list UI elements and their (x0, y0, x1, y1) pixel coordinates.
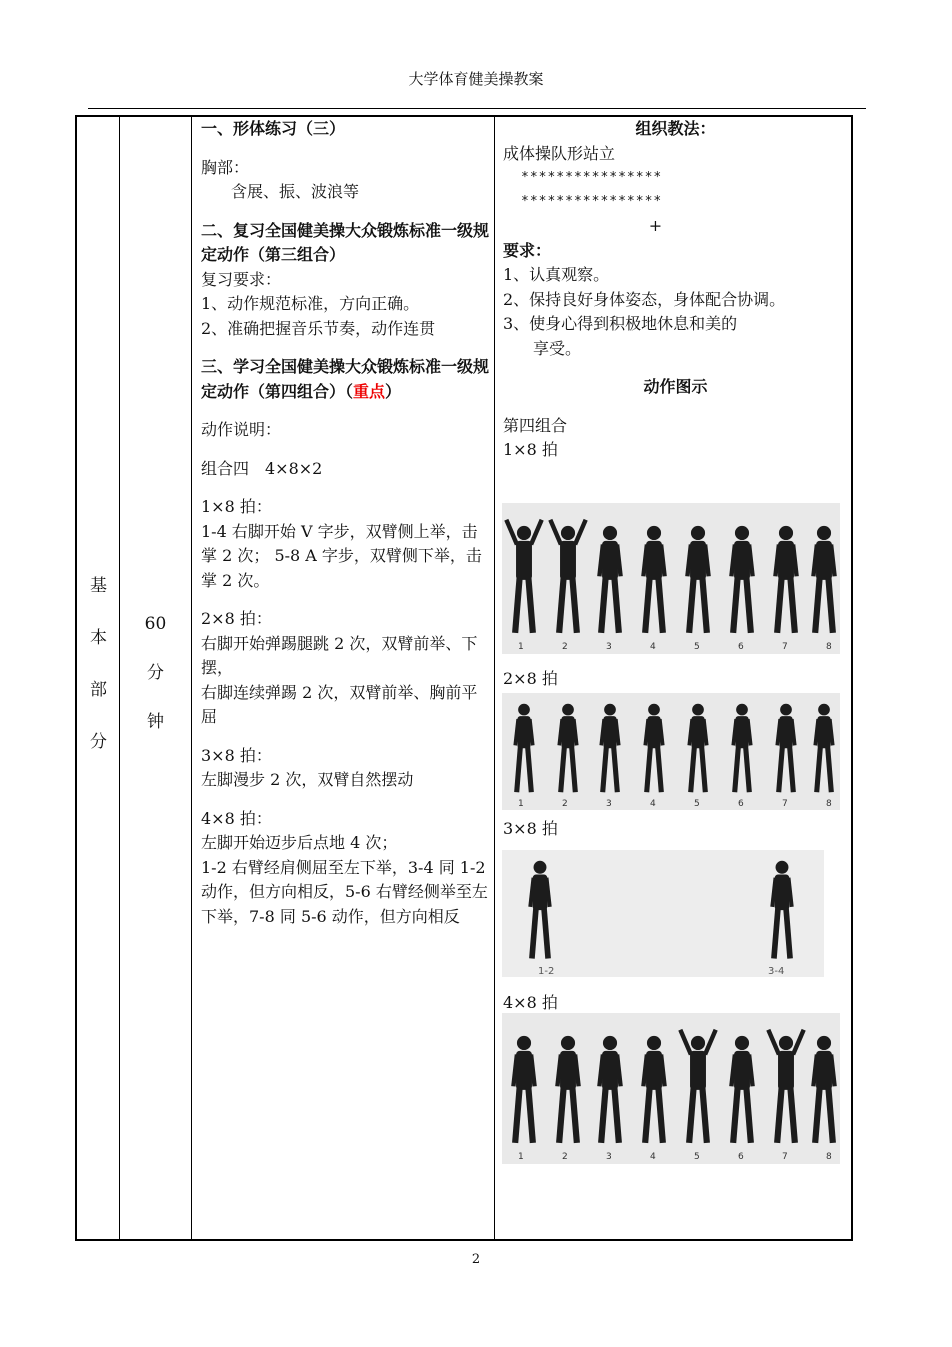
dancer-figure (515, 704, 533, 792)
key-point-mark: 重点 (353, 381, 386, 401)
requirement-3: 3、使身心得到积极地休息和美的 (503, 314, 738, 333)
photo-frame-number: 4 (650, 642, 656, 652)
photo-frame-number: 2 (562, 1152, 568, 1162)
photo-frame-number: 7 (782, 1152, 788, 1162)
photo-frame-number: 7 (782, 799, 788, 809)
formation-row-2: **************** (521, 194, 663, 209)
beat-2-caption: 2×8 拍 (503, 669, 558, 688)
beat-3-text: 左脚漫步 2 次，双臂自然摆动 (201, 770, 414, 789)
dancer-figure (643, 526, 664, 633)
beat-1-label: 1×8 拍： (201, 497, 272, 516)
requirement-2: 2、保持良好身体姿态，身体配合协调。 (503, 289, 786, 309)
beat-4-label: 4×8 拍： (201, 808, 272, 828)
beat-3-figures (502, 850, 824, 977)
photo-frame-number: 6 (738, 1152, 744, 1162)
dancer-figure (689, 704, 707, 792)
dancer-figure (599, 1036, 620, 1143)
beat-3-photo (502, 850, 824, 977)
dancer-figure (530, 861, 549, 959)
column-divider-2 (191, 115, 192, 1241)
dancer-figure (813, 1036, 834, 1143)
photo-frame-number: 3 (606, 642, 612, 652)
diagram-title: 动作图示 (643, 377, 708, 396)
photo-frame-number: 4 (650, 799, 656, 809)
photo-frame-label: 1-2 (538, 966, 555, 977)
beat-4-text-2: 1-2 右臂经肩侧屈至左下举，3-4 同 1-2 动作，但方向相反，5-6 右臂经侧举至左下举，7-8 同 5-6 动作，但方向相反 (201, 857, 488, 926)
dancer-figure (733, 704, 751, 792)
dancer-figure (777, 704, 795, 792)
formation-text: 成体操队形站立 (503, 143, 616, 163)
photo-frame-number: 8 (826, 799, 832, 809)
dancer-figure (775, 526, 796, 633)
chest-label: 胸部： (201, 157, 250, 177)
photo-frame-number: 5 (694, 1152, 700, 1162)
content-column (201, 117, 491, 929)
photo-frame-number: 3 (606, 1152, 612, 1162)
heading-1: 一、形体练习（三） (201, 119, 346, 138)
dancer-figure (768, 1030, 803, 1143)
beat-1-caption: 1×8 拍 (503, 440, 558, 459)
photo-frame-number: 8 (826, 1152, 832, 1162)
photo-frame-number: 5 (694, 642, 700, 652)
photo-frame-number: 2 (562, 642, 568, 652)
beat-2-photo (502, 693, 840, 810)
photo-frame-number: 4 (650, 1152, 656, 1162)
page-number: 2 (471, 1252, 481, 1267)
beat-1-photo (502, 503, 840, 654)
review-item-2: 2、准确把握音乐节奏，动作连贯 (201, 318, 436, 338)
beat-4-text-1: 左脚开始迈步后点地 4 次； (201, 833, 398, 852)
requirements-title: 要求： (503, 240, 552, 260)
photo-frame-number: 5 (694, 799, 700, 809)
dancer-figure (601, 704, 619, 792)
organization-column (503, 117, 848, 463)
dancer-figure (772, 861, 791, 959)
chest-items: 含展、振、波浪等 (231, 182, 360, 201)
photo-frame-number: 8 (826, 642, 832, 652)
teacher-position: + (648, 216, 663, 235)
dancer-figure (643, 1036, 664, 1143)
beat-2-text-1: 右脚开始弹踢腿跳 2 次，双臂前举、下摆， (201, 633, 478, 677)
beat-1-figures (502, 503, 840, 654)
photo-frame-number: 7 (782, 642, 788, 652)
beat-2-text-2: 右脚连续弹踢 2 次，双臂前举、胸前平屈 (201, 682, 478, 726)
description-label: 动作说明： (201, 420, 282, 439)
beat-3-caption: 3×8 拍 (503, 819, 558, 838)
photo-frame-number: 6 (738, 799, 744, 809)
requirement-1: 1、认真观察。 (503, 265, 610, 284)
beat-2-figures (502, 693, 840, 810)
combo-four-label: 第四组合 (503, 415, 568, 435)
photo-frame-number: 1 (518, 799, 524, 809)
beat-2-label: 2×8 拍： (201, 609, 272, 628)
photo-frame-number: 3 (606, 799, 612, 809)
org-title: 组织教法： (635, 119, 716, 138)
review-label: 复习要求： (201, 269, 282, 289)
review-item-1: 1、动作规范标准，方向正确。 (201, 294, 420, 313)
photo-frame-number: 1 (518, 1152, 524, 1162)
photo-frame-number: 2 (562, 799, 568, 809)
dancer-figure (557, 1036, 578, 1143)
beat-1-text: 1-4 右脚开始 V 字步，双臂侧上举，击掌 2 次； 5-8 A 字步，双臂侧下举，击掌 2 次。 (201, 521, 482, 590)
time-label: 60 分 钟 (144, 614, 167, 732)
combo-label: 组合四 4×8×2 (201, 458, 323, 478)
beat-4-figures (502, 1013, 840, 1164)
dancer-figure (687, 526, 708, 633)
dancer-figure (813, 526, 834, 633)
header-rule (88, 108, 866, 109)
requirement-3-cont: 享受。 (533, 338, 582, 358)
dancer-figure (550, 520, 585, 633)
dancer-figure (559, 704, 577, 792)
column-divider-3 (494, 115, 495, 1241)
dancer-figure (680, 1030, 715, 1143)
page-header: 大学体育健美操教案 (408, 70, 544, 88)
photo-frame-number: 1 (518, 642, 524, 652)
dancer-figure (506, 520, 541, 633)
dancer-figure (645, 704, 663, 792)
heading-2: 二、复习全国健美操大众锻炼标准一级规定动作（第三组合） (201, 220, 490, 264)
section-label: 基 本 部 分 (90, 576, 107, 752)
heading-3: 三、学习全国健美操大众锻炼标准一级规定动作（第四组合）（重点） (201, 357, 490, 401)
dancer-figure (731, 1036, 752, 1143)
beat-3-label: 3×8 拍： (201, 745, 272, 765)
dancer-figure (731, 526, 752, 633)
photo-frame-label: 3-4 (768, 966, 785, 977)
beat-4-caption: 4×8 拍 (503, 993, 558, 1012)
dancer-figure (815, 704, 833, 792)
photo-frame-number: 6 (738, 642, 744, 652)
dancer-figure (513, 1036, 534, 1143)
formation-row-1: **************** (521, 170, 663, 185)
dancer-figure (599, 526, 620, 633)
beat-4-photo (502, 1013, 840, 1164)
